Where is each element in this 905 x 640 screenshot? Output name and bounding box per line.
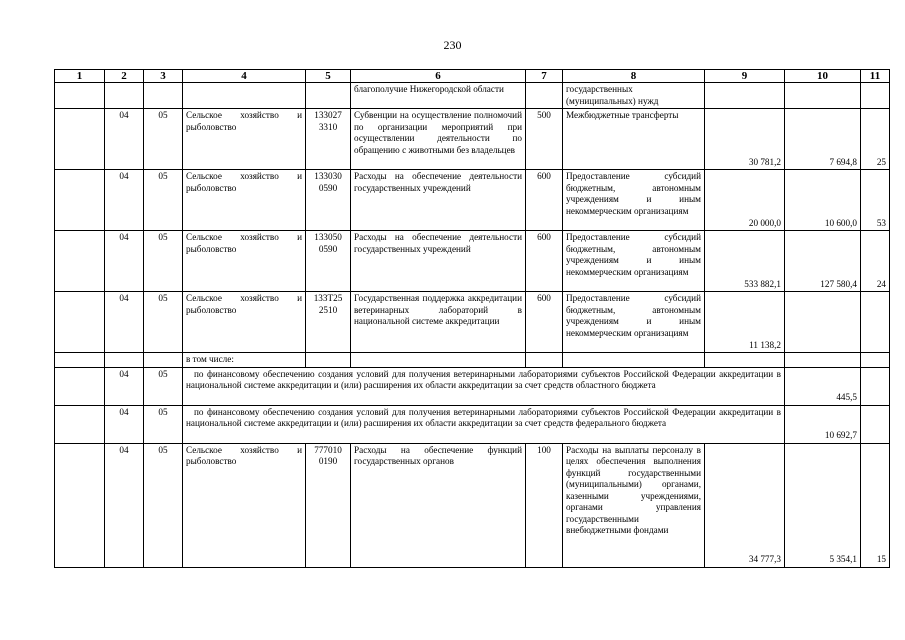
cell-section: 04 (105, 231, 144, 292)
cell-subsection: 05 (144, 292, 183, 353)
cell-section: 04 (105, 170, 144, 231)
cell-expense-type-name: Межбюджетные трансферты (563, 109, 705, 170)
table-row (55, 231, 890, 292)
cell-expense-type: 600 (526, 231, 563, 292)
cell-expense-type-name: Расходы на выплаты персоналу в целях обеспечения выполнения функций государственными (муниципальными) органами, казенными учреждениями, органами управления государственными внебюджетными фондами (563, 443, 705, 567)
cell-expense-type-name: Предоставление субсидий бюджетным, автономным учреждениям и иным некоммерческим организациям (563, 231, 705, 292)
including-row (55, 353, 890, 368)
cell-col11: 53 (861, 170, 890, 231)
column-header: 10 (785, 70, 861, 83)
cell-target-article: 133050 0590 (306, 231, 351, 292)
cell-col11 (861, 292, 890, 353)
cell-expense-type (526, 83, 563, 109)
sub-row (55, 405, 890, 443)
sub-description-text: по финансовому обеспечению создания условий для получения ветеринарными лабораториями субъектов Российской Федерации аккредитации в национальной системе аккредитации и (или) расширения их области аккредитации за счет средств федерального бюджета (186, 406, 781, 428)
cell-col1 (55, 83, 105, 109)
cell-col10: 7 694,8 (785, 109, 861, 170)
cell-subsection: 05 (144, 443, 183, 567)
cell-col1 (55, 292, 105, 353)
page-number: 230 (443, 38, 462, 52)
cell-col11: 15 (861, 443, 890, 567)
cell-article-name: Расходы на обеспечение деятельности государственных учреждений (351, 231, 526, 292)
column-header: 4 (183, 70, 306, 83)
table-row (55, 292, 890, 353)
cell-subsection: 05 (144, 231, 183, 292)
cell-col9: 533 882,1 (705, 231, 785, 292)
cell-article-name: Субвенции на осуществление полномочий по организации мероприятий при осуществлении деятельности по обращению с животными без владельцев (351, 109, 526, 170)
cell-target-article: 777010 0190 (306, 443, 351, 567)
cell-expense-type: 600 (526, 292, 563, 353)
column-header: 7 (526, 70, 563, 83)
cell-target-article: 133030 0590 (306, 170, 351, 231)
cell-article-name: Расходы на обеспечение деятельности государственных учреждений (351, 170, 526, 231)
cell-section (105, 83, 144, 109)
cell-target-article: 133027 3310 (306, 109, 351, 170)
cell-col10: 127 580,4 (785, 231, 861, 292)
cell-subsection (144, 83, 183, 109)
cell-article-name: Расходы на обеспечение функций государственных органов (351, 443, 526, 567)
cell-col11: 25 (861, 109, 890, 170)
column-header: 2 (105, 70, 144, 83)
sub-description-text: по финансовому обеспечению создания условий для получения ветеринарными лабораториями субъектов Российской Федерации аккредитации в национальной системе аккредитации и (или) расширения их области аккредитации за счет средств областного бюджета (186, 368, 781, 390)
cell-col1 (55, 231, 105, 292)
cell-expense-type: 500 (526, 109, 563, 170)
column-header: 11 (861, 70, 890, 83)
including-label: в том числе: (183, 353, 306, 368)
cell-col9: 34 777,3 (705, 443, 785, 567)
cell-col1 (55, 170, 105, 231)
column-header: 6 (351, 70, 526, 83)
budget-table (54, 69, 890, 568)
cell-section: 04 (105, 405, 144, 443)
cell-col10 (785, 292, 861, 353)
cell-col11: 24 (861, 231, 890, 292)
cell-section: 04 (105, 367, 144, 405)
cell-expense-type-name: Предоставление субсидий бюджетным, автономным учреждениям и иным некоммерческим организациям (563, 292, 705, 353)
cell-col9: 445,5 (785, 367, 861, 405)
cell-col10: 10 600,0 (785, 170, 861, 231)
cell-section-name: Сельское хозяйство и рыболовство (183, 231, 306, 292)
cell-subsection: 05 (144, 367, 183, 405)
cell-section: 04 (105, 443, 144, 567)
table-row (55, 109, 890, 170)
cell-article-name: благополучие Нижегородской области (351, 83, 526, 109)
cell-col1 (55, 443, 105, 567)
cell-subsection: 05 (144, 405, 183, 443)
sub-row (55, 367, 890, 405)
cell-col9: 20 000,0 (705, 170, 785, 231)
column-header: 1 (55, 70, 105, 83)
table-row (55, 83, 890, 109)
cell-col10 (785, 83, 861, 109)
column-header: 3 (144, 70, 183, 83)
cell-col11 (861, 83, 890, 109)
cell-col9 (705, 83, 785, 109)
cell-subsection: 05 (144, 109, 183, 170)
cell-expense-type-name: Предоставление субсидий бюджетным, автономным учреждениям и иным некоммерческим организациям (563, 170, 705, 231)
column-header: 5 (306, 70, 351, 83)
column-header: 9 (705, 70, 785, 83)
column-number-row (55, 70, 890, 83)
cell-expense-type-name: государственных (муниципальных) нужд (563, 83, 705, 109)
column-header: 8 (563, 70, 705, 83)
cell-col9: 11 138,2 (705, 292, 785, 353)
cell-section-name: Сельское хозяйство и рыболовство (183, 292, 306, 353)
cell-target-article (306, 83, 351, 109)
table-row (55, 170, 890, 231)
cell-expense-type: 100 (526, 443, 563, 567)
cell-col1 (55, 109, 105, 170)
cell-col9: 30 781,2 (705, 109, 785, 170)
cell-section: 04 (105, 292, 144, 353)
cell-section-name (183, 83, 306, 109)
cell-article-name: Государственная поддержка аккредитации ветеринарных лабораторий в национальной системе аккредитации (351, 292, 526, 353)
table-row (55, 443, 890, 567)
cell-subsection: 05 (144, 170, 183, 231)
cell-sub-description (183, 367, 785, 405)
cell-expense-type: 600 (526, 170, 563, 231)
cell-section-name: Сельское хозяйство и рыболовство (183, 170, 306, 231)
cell-target-article: 133Т25 2510 (306, 292, 351, 353)
cell-col9: 10 692,7 (785, 405, 861, 443)
cell-section-name: Сельское хозяйство и рыболовство (183, 443, 306, 567)
cell-sub-description (183, 405, 785, 443)
cell-section-name: Сельское хозяйство и рыболовство (183, 109, 306, 170)
cell-col10: 5 354,1 (785, 443, 861, 567)
cell-section: 04 (105, 109, 144, 170)
